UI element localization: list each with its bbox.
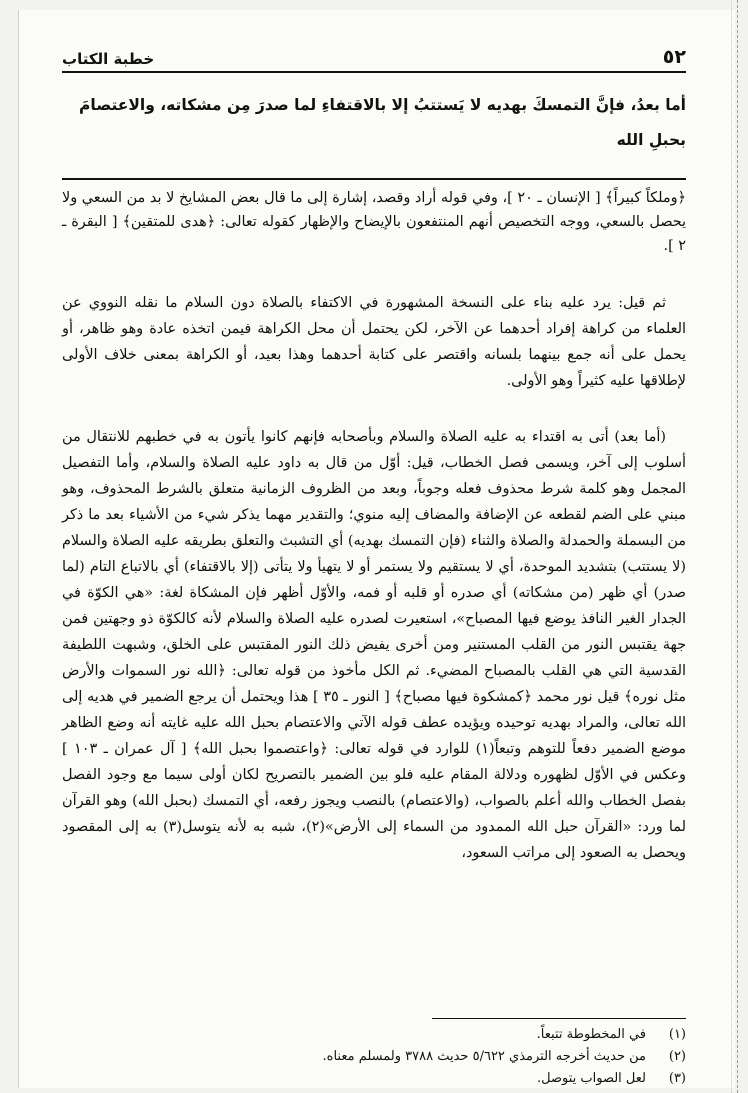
footnote-rule: [432, 1018, 686, 1019]
footnote-text: في المخطوطة تتبعاً.: [536, 1027, 646, 1042]
commentary-section-2: [62, 290, 686, 394]
footnotes: [62, 1024, 686, 1090]
page-header: [62, 38, 686, 73]
paragraph: ﴿وملكاً كبيراً﴾ [ الإنسان ـ ٢٠ ]، وفي قوله أراد وقصد، إشارة إلى ما قال بعض المشايخ لا بد من السعي ولا يحصل بالسعي، ووجه التخصيص أنهم المنتفعون بالإيضاح والإظهار كقوله تعالى: ﴿هدى للمتقين﴾ [ البقرة ـ ٢ ].: [62, 190, 686, 254]
footnote-number: (١): [668, 1027, 686, 1042]
page-number: ٥٢: [662, 46, 686, 68]
footnote-number: (٣): [668, 1071, 686, 1086]
footnote-number: (٢): [668, 1049, 686, 1064]
commentary-section-3: [62, 424, 686, 866]
footnote: [62, 1046, 686, 1068]
footnote: [62, 1068, 686, 1090]
commentary-section-1: [62, 186, 686, 258]
footnote-text: من حديث أخرجه الترمذي ٥/٦٢٢ حديث ٣٧٨٨ ولمسلم معناه.: [322, 1049, 646, 1064]
paragraph: ثم قيل: يرد عليه بناء على النسخة المشهورة في الاكتفاء بالصلاة دون السلام ما نقله النووي عن العلماء من كراهة إفراد أحدهما عن الآخر، لكن يحتمل أن محل الكراهة فيمن اتخذه عادة وهو ظاهر، أو يحمل على أنه جمع بينهما بلسانه واقتصر على كتابة أحدهما وهذا بعيد، أو الكراهة بمعنى خلاف الأولى لإطلاقها عليه كثيراً وهو الأولى.: [62, 295, 686, 389]
paragraph: (أما بعد) أتى به اقتداء به عليه الصلاة والسلام وبأصحابه فإنهم كانوا يأتون به في خطبهم للانتقال من أسلوب إلى آخر، ويسمى فصل الخطاب، قيل: أوّل من قال به داود عليه الصلاة والسلام، وأما التفصيل المجمل وهو كلمة شرط محذوف فعله وجوباً، وبعد من الظروف الزمانية متعلق بالشرط المحذوف، وهو مبني على الضم لقطعه عن الإضافة والمضاف إليه منوي؛ والتقدير مهما يذكر شيء من الأشياء بعد ما ذكر من البسملة والحمدلة والصلاة والثناء (فإن التمسك بهديه) أي التشبث والتعلق بطريقه عليه الصلاة والسلام (لا يستتب) بتشديد الموحدة، أي لا يستقيم ولا يستمر أو لا يتهيأ ولا يتأتى (إلا بالاقتفاء) أي بالاتباع التام (لما صدر) أي ظهر (من مشكاته) أي صدره أو قلبه أو فمه، والأوّل أظهر فإن المشكاة لغة: «هي الكوّة في الجدار الغير النافذ يوضع فيها المصباح»، استعيرت لصدره عليه الصلاة والسلام لأنه كالكوّة ذو وجهتين فمن جهة يقتبس النور من القلب المستنير ومن أخرى يفيض ذلك النور المقتبس على الخلق، وشبهت اللطيفة القدسية التي هي القلب بالمصباح المضيء. ثم الكل مأخوذ من قوله تعالى: ﴿الله نور السموات والأرض مثل نوره﴾ قيل نور محمد ﴿كمشكوة فيها مصباح﴾ [ النور ـ ٣٥ ] هذا ويحتمل أن يرجع الضمير في هديه إلى الله تعالى، والمراد بهديه توحيده ويؤيده عطف قوله الآتي والاعتصام بحبل الله عليه غايته أنه وضع الظاهر موضع الضمير دفعاً للتوهم وتبعاً(١) للوارد في قوله تعالى: ﴿واعتصموا بحبل الله﴾ [ آل عمران ـ ١٠٣ ] وعكس في الأوّل لظهوره ودلالة المقام عليه فلو بين الضمير بالتصريح لكان أولى سيما مع وجود الفصل بفصل الخطاب والله أعلم بالصواب، (والاعتصام) بالنصب ويجوز رفعه، أي التمسك (بحبل الله) وهو القرآن لما ورد: «القرآن حبل الله الممدود من السماء إلى الأرض»(٢)، شبه به لأنه يتوسل(٣) به إلى المقصود ويحصل به الصعود إلى مراتب السعود،: [62, 429, 687, 861]
matn-text: [62, 88, 686, 178]
page-edge-line-inner: [731, 0, 732, 1093]
matn-line-2: بحبلِ الله: [616, 131, 686, 149]
matn-separator: [62, 178, 686, 180]
footnote-text: لعل الصواب يتوصل.: [536, 1071, 646, 1086]
matn-line-1: أما بعدُ، فإنَّ التمسكَ بهديه لا يَستتبُ إلا بالاقتفاءِ لما صدرَ مِن مشكاته، والاعتصامَ: [79, 96, 686, 114]
footnote: [62, 1024, 686, 1046]
page-edge-line: [737, 0, 738, 1093]
running-title: خطبة الكتاب: [62, 50, 155, 68]
